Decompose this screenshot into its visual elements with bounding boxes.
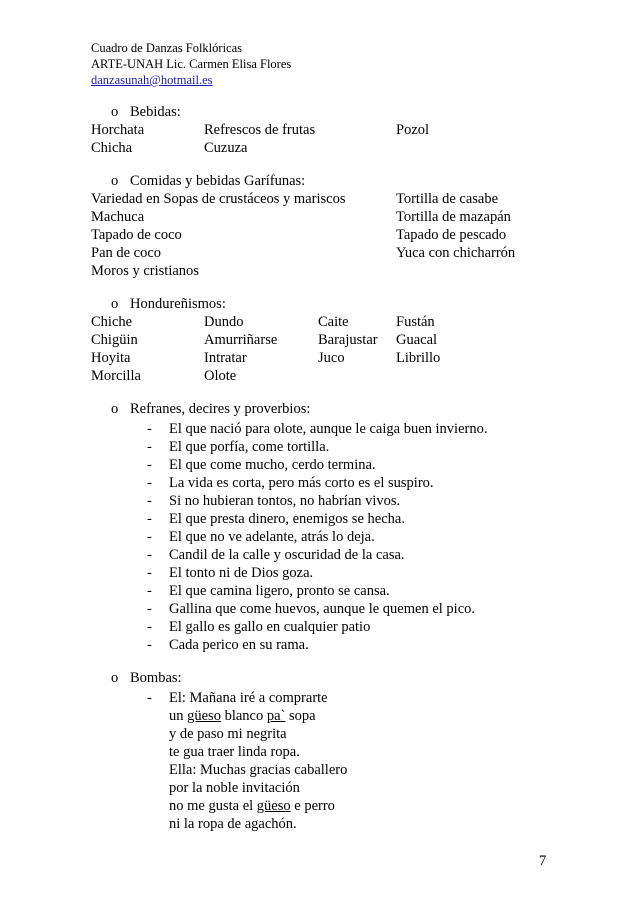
dash-bullet: -	[147, 637, 152, 653]
bomba-line: El: Mañana iré a comprarte	[169, 690, 328, 706]
refran-item: El que no ve adelante, atrás lo deja.	[169, 529, 375, 545]
hondurenismo-cell: Morcilla	[91, 368, 141, 384]
hondurenismo-cell: Intratar	[204, 350, 247, 366]
section-title-garifunas: Comidas y bebidas Garífunas:	[130, 173, 306, 189]
bebidas-cell: Pozol	[396, 122, 430, 138]
section-title-hondurenismos: Hondureñismos:	[130, 296, 226, 312]
bullet-bebidas: o	[111, 104, 119, 120]
bomba-underlined-word: pa`	[266, 708, 286, 724]
garifunas-cell: Machuca	[91, 209, 145, 225]
hondurenismo-cell: Dundo	[204, 314, 244, 330]
bullet-hondurenismos: o	[111, 296, 119, 312]
bebidas-cell: Refrescos de frutas	[204, 122, 316, 138]
refran-item: Si no hubieran tontos, no habrían vivos.	[169, 493, 401, 509]
refran-item: Gallina que come huevos, aunque le quemen el pico.	[169, 601, 476, 617]
garifunas-cell: Yuca con chicharrón	[396, 245, 516, 261]
section-title-bebidas: Bebidas:	[130, 104, 181, 120]
bomba-line: y de paso mi negrita	[169, 726, 287, 742]
bomba-text: e perro	[290, 798, 335, 814]
bullet-garifunas: o	[111, 173, 119, 189]
bebidas-cell: Cuzuza	[204, 140, 248, 156]
refran-item: El gallo es gallo en cualquier patio	[169, 619, 371, 635]
hondurenismo-cell: Barajustar	[318, 332, 378, 348]
dash-bullet: -	[147, 529, 152, 545]
refran-item: El que nació para olote, aunque le caiga buen invierno.	[169, 421, 488, 437]
section-title-refranes: Refranes, decires y proverbios:	[130, 401, 311, 417]
dash-bullet: -	[147, 493, 152, 509]
bomba-text: blanco	[220, 708, 267, 724]
hondurenismo-cell: Olote	[204, 368, 237, 384]
dash-bullet: -	[147, 601, 152, 617]
bullet-refranes: o	[111, 401, 119, 417]
hondurenismo-cell: Amurriñarse	[204, 332, 278, 348]
bomba-underlined-word: güeso	[187, 708, 221, 724]
dash-bullet: -	[147, 690, 152, 706]
refran-item: El que presta dinero, enemigos se hecha.	[169, 511, 405, 527]
bomba-line	[169, 707, 316, 725]
section-title-bombas: Bombas:	[130, 670, 182, 686]
refran-item: Cada perico en su rama.	[169, 637, 309, 653]
dash-bullet: -	[147, 583, 152, 599]
refran-item: El que porfía, come tortilla.	[169, 439, 330, 455]
hondurenismo-cell: Caite	[318, 314, 349, 330]
dash-bullet: -	[147, 619, 152, 635]
page-number: 7	[539, 853, 547, 869]
dash-bullet: -	[147, 565, 152, 581]
dash-bullet: -	[147, 511, 152, 527]
refran-item: El que come mucho, cerdo termina.	[169, 457, 376, 473]
header-email-link[interactable]: danzasunah@hotmail.es	[91, 73, 213, 87]
garifunas-cell: Tortilla de casabe	[396, 191, 499, 207]
hondurenismo-cell: Chigüin	[91, 332, 138, 348]
header-line-1: Cuadro de Danzas Folklóricas	[91, 41, 243, 55]
dash-bullet: -	[147, 547, 152, 563]
hondurenismo-cell: Librillo	[396, 350, 441, 366]
garifunas-cell: Tapado de pescado	[396, 227, 507, 243]
bomba-line: por la noble invitación	[169, 780, 300, 796]
dash-bullet: -	[147, 439, 152, 455]
refran-item: El tonto ni de Dios goza.	[169, 565, 314, 581]
hondurenismo-cell: Juco	[318, 350, 345, 366]
bebidas-cell: Horchata	[91, 122, 145, 138]
bullet-bombas: o	[111, 670, 119, 686]
refran-item: Candil de la calle y oscuridad de la casa.	[169, 547, 405, 563]
hondurenismo-cell: Guacal	[396, 332, 438, 348]
hondurenismo-cell: Hoyita	[91, 350, 131, 366]
bebidas-cell: Chicha	[91, 140, 133, 156]
dash-bullet: -	[147, 475, 152, 491]
dash-bullet: -	[147, 457, 152, 473]
header-line-2: ARTE-UNAH Lic. Carmen Elisa Flores	[91, 57, 292, 71]
hondurenismo-cell: Fustán	[396, 314, 435, 330]
refran-item: El que camina ligero, pronto se cansa.	[169, 583, 390, 599]
bomba-text: un	[169, 708, 188, 724]
garifunas-cell: Tortilla de mazapán	[396, 209, 511, 225]
dash-bullet: -	[147, 421, 152, 437]
garifunas-cell: Moros y cristianos	[91, 263, 199, 279]
hondurenismo-cell: Chiche	[91, 314, 133, 330]
bomba-line: Ella: Muchas gracias caballero	[169, 762, 348, 778]
bomba-text: sopa	[285, 708, 316, 724]
refran-item: La vida es corta, pero más corto es el suspiro.	[169, 475, 434, 491]
bomba-line: ni la ropa de agachón.	[169, 816, 297, 832]
bomba-line	[169, 797, 335, 815]
garifunas-cell: Tapado de coco	[91, 227, 182, 243]
bomba-text: no me gusta el	[169, 798, 257, 814]
garifunas-cell: Pan de coco	[91, 245, 162, 261]
bomba-underlined-word: güeso	[256, 798, 291, 814]
garifunas-cell: Variedad en Sopas de crustáceos y mariscos	[91, 191, 346, 207]
bomba-line: te gua traer linda ropa.	[169, 744, 300, 760]
